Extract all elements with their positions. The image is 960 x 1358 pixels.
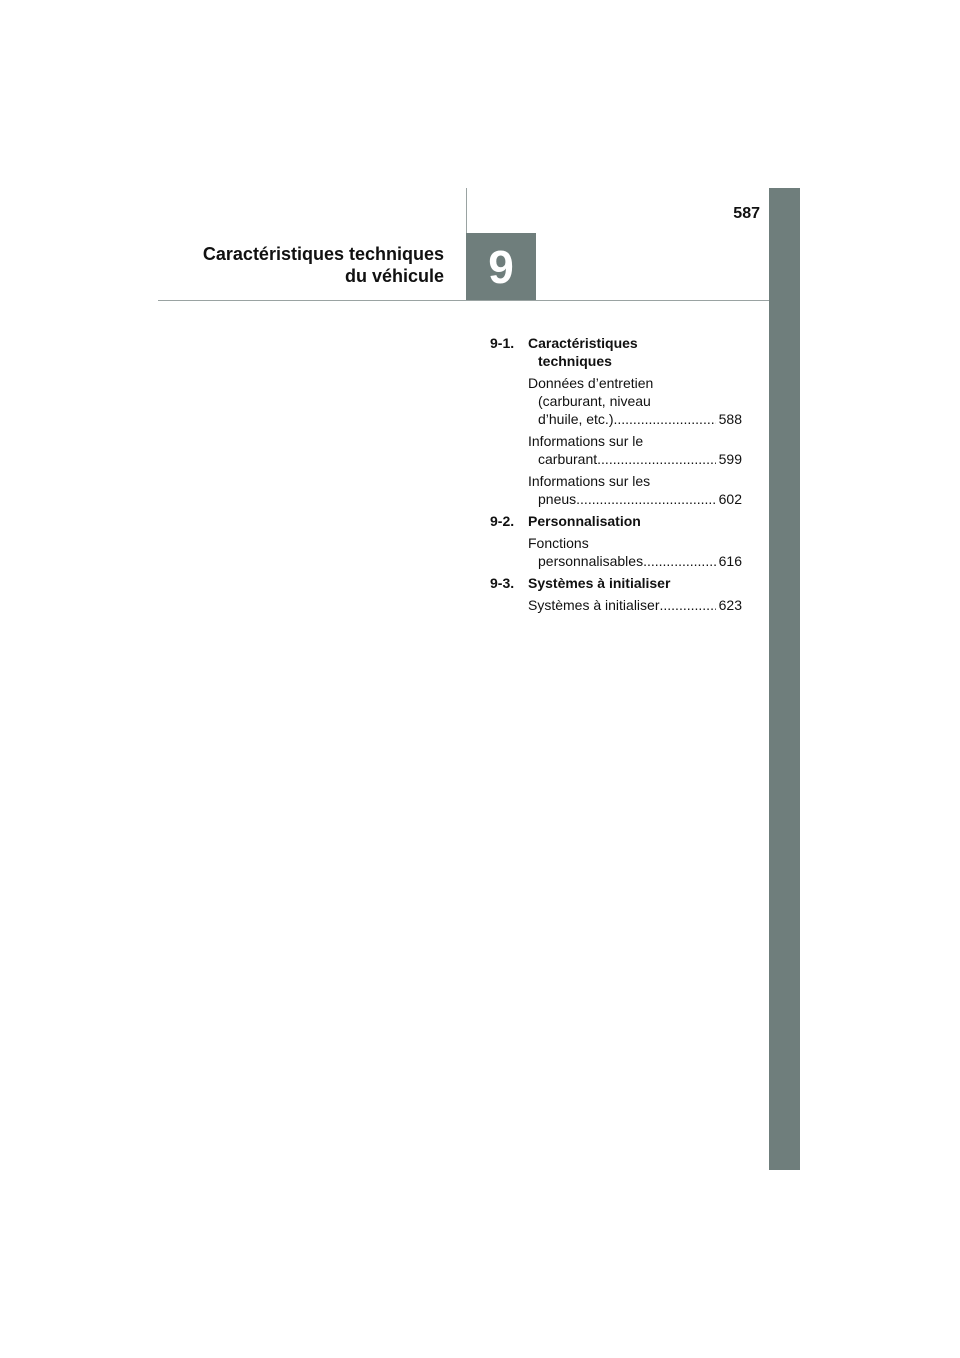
entry-leader-text: d’huile, etc.) <box>538 411 614 427</box>
section-number: 9-1. <box>490 335 515 351</box>
table-of-contents <box>490 334 742 618</box>
entry-leader-text: Systèmes à initialiser <box>528 597 660 613</box>
dot-leader <box>597 450 715 468</box>
toc-section-9-1 <box>490 334 742 508</box>
chapter-side-tab <box>769 188 800 1170</box>
toc-section-9-2 <box>490 512 742 570</box>
entry-page: 599 <box>718 451 742 467</box>
entry-leader <box>528 596 742 614</box>
dot-leader <box>643 552 716 570</box>
entry-line1: Informations sur les <box>528 473 651 489</box>
section-number: 9-3. <box>490 575 515 591</box>
entry-leader <box>528 552 742 570</box>
section-title-line2: techniques <box>538 353 612 369</box>
entry-line1: Informations sur le <box>528 433 644 449</box>
chapter-number-box <box>466 233 536 300</box>
page-number: 587 <box>733 205 760 222</box>
entry-leader-text: pneus <box>538 491 577 507</box>
chapter-title <box>124 243 444 287</box>
entry-page: 602 <box>718 491 742 507</box>
entry-page: 623 <box>718 597 742 613</box>
toc-entry[interactable] <box>528 374 742 428</box>
entry-line1: Fonctions <box>528 535 589 551</box>
section-number: 9-2. <box>490 513 515 529</box>
section-title-line1: Personnalisation <box>528 513 641 529</box>
entry-line1: Données d’entretien <box>528 375 654 391</box>
chapter-title-line1: Caractéristiques techniques <box>202 244 444 264</box>
entry-page: 588 <box>718 411 742 427</box>
section-heading[interactable] <box>490 574 742 592</box>
chapter-title-line2: du véhicule <box>344 266 444 286</box>
entry-page: 616 <box>718 553 742 569</box>
entry-leader <box>528 410 742 428</box>
header-horizontal-rule <box>158 300 769 301</box>
toc-entry[interactable] <box>528 472 742 508</box>
toc-entry[interactable] <box>528 432 742 468</box>
toc-entry[interactable] <box>528 596 742 614</box>
section-title <box>528 512 742 530</box>
dot-leader <box>613 410 715 428</box>
entry-leader-text: personnalisables <box>538 553 644 569</box>
section-heading[interactable] <box>490 512 742 530</box>
toc-section-9-3 <box>490 574 742 614</box>
dot-leader <box>576 490 715 508</box>
entry-line2: (carburant, niveau <box>538 393 651 409</box>
entry-leader <box>528 450 742 468</box>
dot-leader <box>660 596 716 614</box>
section-title <box>528 334 742 370</box>
section-title-line1: Caractéristiques <box>528 335 638 351</box>
section-title-line1: Systèmes à initialiser <box>528 575 671 591</box>
toc-entry[interactable] <box>528 534 742 570</box>
chapter-number: 9 <box>488 240 514 293</box>
entry-leader <box>528 490 742 508</box>
section-title <box>528 574 742 592</box>
entry-leader-text: carburant <box>538 451 598 467</box>
section-heading[interactable] <box>490 334 742 370</box>
